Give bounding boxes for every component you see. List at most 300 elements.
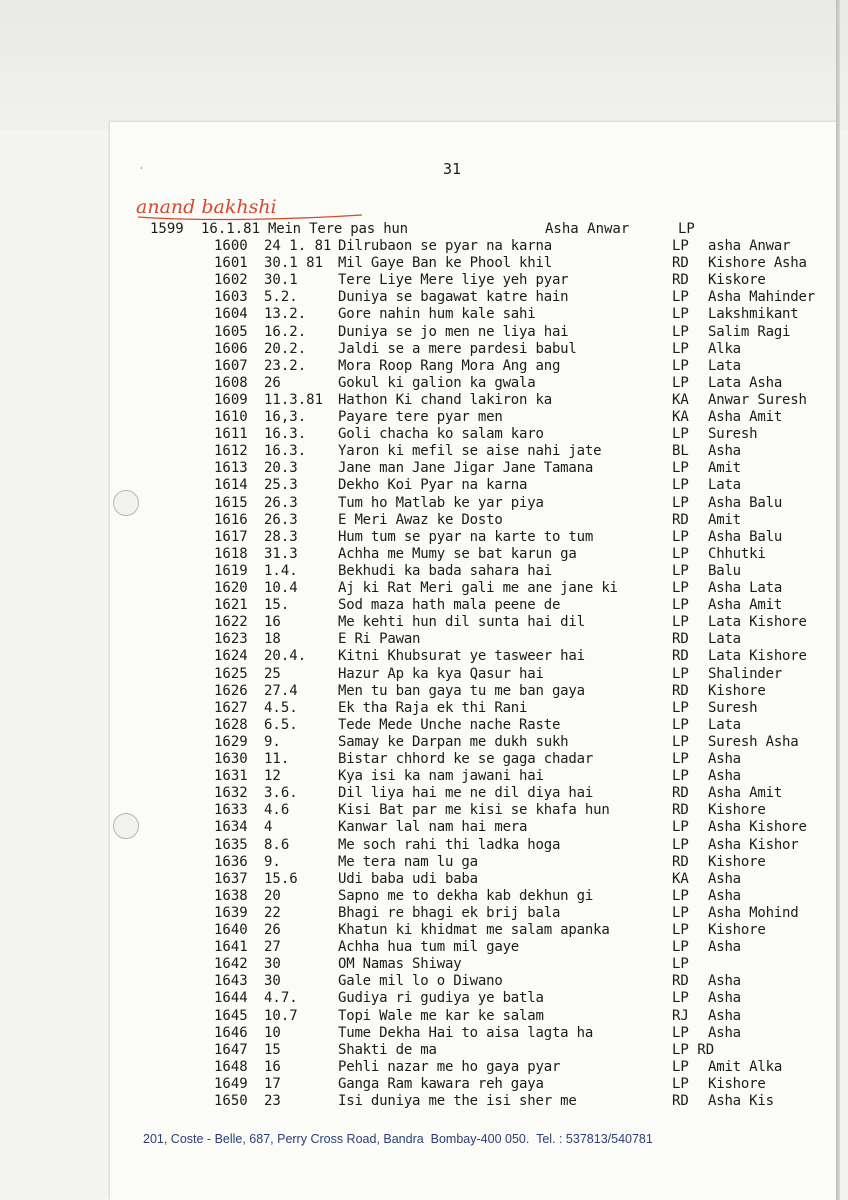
entry-number: 1632 <box>214 785 248 802</box>
entry-title: Tum ho Matlab ke yar piya <box>338 494 544 511</box>
ledger-row <box>0 1076 848 1093</box>
entry-title: Dekho Koi Pyar na karna <box>338 477 528 494</box>
entry-number: 1626 <box>214 682 248 699</box>
entry-label: LP <box>672 939 689 956</box>
entry-number: 1619 <box>214 562 248 579</box>
entry-date: 16.3. <box>264 443 307 460</box>
entry-label: LP <box>672 990 689 1007</box>
entry-number: 1602 <box>214 272 248 289</box>
entry-artist: Asha Kishor <box>708 836 799 853</box>
entry-date: 4 <box>264 819 273 836</box>
entry-label: LP <box>672 545 689 562</box>
entry-label: LP <box>672 306 689 323</box>
entry-artist: Asha <box>708 751 741 767</box>
ledger-row <box>0 495 848 512</box>
entry-date: 18 <box>264 631 281 648</box>
entry-number: 1621 <box>214 597 248 614</box>
entry-number: 1633 <box>214 802 248 819</box>
entry-artist: Asha Balu <box>708 494 783 511</box>
ledger-row <box>0 837 848 854</box>
entry-label: LP <box>672 1075 689 1092</box>
entry-title: Bistar chhord ke se gaga chadar <box>338 751 594 767</box>
entry-artist: Kishore <box>708 922 766 938</box>
entry-title: Yaron ki mefil se aise nahi jate <box>338 443 602 460</box>
ledger-row <box>0 956 848 973</box>
entry-date: 17 <box>264 1075 281 1092</box>
entry-date: 23.2. <box>264 357 307 374</box>
entry-number: 1640 <box>214 922 248 938</box>
entry-date: 27.4 <box>264 682 298 699</box>
entry-number: 1618 <box>214 545 248 562</box>
entry-artist: Asha Amit <box>708 409 783 425</box>
entry-number: 1625 <box>214 665 248 682</box>
entry-number: 1648 <box>214 1058 248 1075</box>
entry-number: 1622 <box>214 614 248 631</box>
ledger-row <box>0 751 848 768</box>
entry-label: RD <box>672 272 689 289</box>
ledger-row <box>0 324 848 341</box>
entry-number: 1641 <box>214 939 248 956</box>
entry-title: Kitni Khubsurat ye tasweer hai <box>338 648 585 665</box>
entry-number: 1650 <box>214 1093 248 1109</box>
entry-artist: Asha Mahinder <box>708 289 815 306</box>
entry-date: 26.3 <box>264 494 298 511</box>
ledger-row <box>0 819 848 836</box>
entry-title: Hum tum se pyar na karte to tum <box>338 528 594 545</box>
entry-title: Pehli nazar me ho gaya pyar <box>338 1058 561 1075</box>
ledger-row <box>0 580 848 597</box>
entry-label: LP <box>672 323 689 340</box>
entry-title: Tume Dekha Hai to aisa lagta ha <box>338 1024 594 1041</box>
entry-artist: Asha Amit <box>708 597 783 614</box>
ledger-row <box>0 546 848 563</box>
entry-label: LP RD <box>672 1041 715 1058</box>
entry-title: Mil Gaye Ban ke Phool khil <box>338 255 552 272</box>
entry-number: 1637 <box>214 870 248 887</box>
entry-artist: Asha Anwar <box>545 221 630 237</box>
ledger-row <box>0 477 848 494</box>
entry-label: RD <box>672 802 689 819</box>
entry-date: 3.6. <box>264 785 298 802</box>
entry-date: 15. <box>264 597 290 614</box>
entry-label: LP <box>672 819 689 836</box>
entry-artist: Asha <box>708 443 741 460</box>
ledger-row <box>0 922 848 939</box>
entry-number: 1620 <box>214 580 248 596</box>
footer-phone: Tel. : 537813/540781 <box>536 1132 653 1146</box>
entry-date: 31.3 <box>264 545 298 562</box>
entry-title: Mora Roop Rang Mora Ang ang <box>338 357 561 374</box>
entry-title: Shakti de ma <box>338 1041 437 1058</box>
entry-title: Gokul ki galion ka gwala <box>338 374 536 391</box>
entry-number: 1599 <box>150 221 184 237</box>
ledger-row <box>0 392 848 409</box>
entry-date: 23 <box>264 1093 281 1109</box>
entry-title: Tede Mede Unche nache Raste <box>338 716 561 733</box>
ledger-row <box>0 255 848 272</box>
entry-label: LP <box>672 887 689 904</box>
entry-title: Duniya se bagawat katre hain <box>338 289 569 306</box>
ledger-row <box>0 238 848 255</box>
entry-label: RD <box>672 785 689 802</box>
entry-artist: Asha Mohind <box>708 904 799 921</box>
entry-artist: Lata <box>708 357 741 374</box>
entry-number: 1624 <box>214 648 248 665</box>
entry-label: RD <box>672 648 689 665</box>
entry-title: Me tera nam lu ga <box>338 853 478 870</box>
entry-number: 1606 <box>214 340 248 357</box>
entry-label: RD <box>672 255 689 272</box>
entry-title: Kya isi ka nam jawani hai <box>338 768 544 785</box>
entry-artist: Asha Balu <box>708 528 783 545</box>
entry-label: LP <box>672 904 689 921</box>
entry-label: KA <box>672 870 689 887</box>
entry-artist: Anwar Suresh <box>708 391 807 408</box>
entry-label: LP <box>672 716 689 733</box>
ledger-row <box>0 512 848 529</box>
entry-title: Tere Liye Mere liye yeh pyar <box>338 272 569 289</box>
entry-artist: Chhutki <box>708 545 766 562</box>
entry-number: 1643 <box>214 973 248 990</box>
entry-label: LP <box>672 922 689 938</box>
entry-date: 20.4. <box>264 648 307 665</box>
entry-title: Dilrubaon se pyar na karna <box>338 238 552 254</box>
ledger-row <box>0 734 848 751</box>
entry-artist: Asha <box>708 939 741 956</box>
entry-number: 1630 <box>214 751 248 767</box>
entry-title: Payare tere pyar men <box>338 409 503 425</box>
ledger-row <box>0 666 848 683</box>
entry-title: Jaldi se a mere pardesi babul <box>338 340 577 357</box>
ledger-row <box>0 1059 848 1076</box>
entry-title: Khatun ki khidmat me salam apanka <box>338 922 610 938</box>
entry-title: Bekhudi ka bada sahara hai <box>338 562 552 579</box>
entry-label: LP <box>672 494 689 511</box>
entry-date: 30.1 <box>264 272 298 289</box>
entry-label: LP <box>672 733 689 750</box>
entry-artist: Shalinder <box>708 665 783 682</box>
entry-number: 1608 <box>214 374 248 391</box>
entry-artist: Kishore <box>708 853 766 870</box>
entry-label: RD <box>672 853 689 870</box>
entry-artist: Asha <box>708 990 741 1007</box>
entry-number: 1623 <box>214 631 248 648</box>
entry-artist: asha Anwar <box>708 238 791 254</box>
entry-date: 12 <box>264 768 281 785</box>
entry-date: 9. <box>264 733 281 750</box>
entry-artist: Lata Kishore <box>708 648 807 665</box>
entry-date: 20 <box>264 887 281 904</box>
entry-number: 1647 <box>214 1041 248 1058</box>
ledger-row <box>0 529 848 546</box>
entry-title: Ganga Ram kawara reh gaya <box>338 1075 544 1092</box>
ledger-row <box>0 1008 848 1025</box>
entry-date: 16 <box>264 1058 281 1075</box>
entry-date: 4.7. <box>264 990 298 1007</box>
entry-title: Isi duniya me the isi sher me <box>338 1093 577 1109</box>
entry-label: KA <box>672 391 689 408</box>
entry-title: Hazur Ap ka kya Qasur hai <box>338 665 544 682</box>
ledger-row <box>0 990 848 1007</box>
entry-label: RD <box>672 682 689 699</box>
ledger-row <box>0 563 848 580</box>
entry-title: Gale mil lo o Diwano <box>338 973 503 990</box>
entry-label: LP <box>672 1058 689 1075</box>
entry-title: Kisi Bat par me kisi se khafa hun <box>338 802 610 819</box>
entry-label: LP <box>672 699 689 716</box>
entry-label: LP <box>672 374 689 391</box>
entry-artist: Asha <box>708 887 741 904</box>
ledger-row <box>0 341 848 358</box>
entry-artist: Kiskore <box>708 272 766 289</box>
entry-date: 15 <box>264 1041 281 1058</box>
entry-label: LP <box>672 956 689 973</box>
entry-label: RD <box>672 511 689 528</box>
entry-artist: Salim Ragi <box>708 323 791 340</box>
ledger-row <box>0 460 848 477</box>
entry-title: Jane man Jane Jigar Jane Tamana <box>338 460 594 477</box>
entry-label: LP <box>672 836 689 853</box>
entry-number: 1629 <box>214 733 248 750</box>
entry-label: LP <box>672 238 689 254</box>
ledger-row <box>0 768 848 785</box>
ledger-row <box>0 939 848 956</box>
entry-title: Achha hua tum mil gaye <box>338 939 520 956</box>
entry-number: 1639 <box>214 904 248 921</box>
entry-label: BL <box>672 443 689 460</box>
entry-label: RD <box>672 1093 689 1109</box>
entry-label: LP <box>672 768 689 785</box>
ledger-row <box>0 409 848 426</box>
entry-date: 25.3 <box>264 477 298 494</box>
entry-date: 8.6 <box>264 836 290 853</box>
entry-artist: Lata Asha <box>708 374 783 391</box>
entry-date: 5.2. <box>264 289 298 306</box>
entry-date: 4.6 <box>264 802 290 819</box>
entry-date: 24 1. 81 <box>264 238 332 254</box>
entry-date: 30 <box>264 973 281 990</box>
ledger-row <box>0 871 848 888</box>
entry-title: Me kehti hun dil sunta hai dil <box>338 614 585 631</box>
page-number: 31 <box>443 160 462 178</box>
entry-number: 1616 <box>214 511 248 528</box>
entry-date: 26 <box>264 374 281 391</box>
ledger-row <box>0 888 848 905</box>
entry-artist: Lakshmikant <box>708 306 799 323</box>
entry-number: 1612 <box>214 443 248 460</box>
entry-artist: Kishore <box>708 682 766 699</box>
entry-date: 16 <box>264 614 281 631</box>
ledger-row <box>0 1025 848 1042</box>
ledger-row <box>0 272 848 289</box>
entry-label: LP <box>672 614 689 631</box>
entry-number: 1635 <box>214 836 248 853</box>
entry-artist: Lata Kishore <box>708 614 807 631</box>
entry-artist: Asha <box>708 870 741 887</box>
entry-date: 10 <box>264 1024 281 1041</box>
entry-title: Dil liya hai me ne dil diya hai <box>338 785 594 802</box>
entry-date: 13.2. <box>264 306 307 323</box>
entry-number: 1646 <box>214 1024 248 1041</box>
ledger-row <box>0 785 848 802</box>
entry-number: 1610 <box>214 409 248 425</box>
entry-label: LP <box>672 289 689 306</box>
ledger-row <box>0 854 848 871</box>
ledger-row <box>0 375 848 392</box>
entry-number: 1645 <box>214 1007 248 1024</box>
entry-number: 1614 <box>214 477 248 494</box>
entry-title: Duniya se jo men ne liya hai <box>338 323 569 340</box>
entry-date: 10.4 <box>264 580 298 596</box>
entry-artist: Asha <box>708 768 741 785</box>
entry-title: Kanwar lal nam hai mera <box>338 819 528 836</box>
entry-date: 16,3. <box>264 409 307 425</box>
entry-label: LP <box>672 562 689 579</box>
entry-title: Achha me Mumy se bat karun ga <box>338 545 577 562</box>
entry-number: 1634 <box>214 819 248 836</box>
entry-artist: Kishore <box>708 1075 766 1092</box>
ledger-row <box>0 717 848 734</box>
entry-date: 16.3. <box>264 426 307 443</box>
entry-artist: Asha <box>708 973 741 990</box>
entry-date: 27 <box>264 939 281 956</box>
entry-artist: Asha <box>708 1007 741 1024</box>
entry-title: OM Namas Shiway <box>338 956 462 973</box>
entry-number: 1628 <box>214 716 248 733</box>
entry-number: 1617 <box>214 528 248 545</box>
ledger-row <box>0 631 848 648</box>
entry-label: RJ <box>672 1007 689 1024</box>
entry-number: 1649 <box>214 1075 248 1092</box>
entry-artist: Alka <box>708 340 741 357</box>
entry-title: Men tu ban gaya tu me ban gaya <box>338 682 585 699</box>
ledger-row <box>0 597 848 614</box>
entry-date: 20.2. <box>264 340 307 357</box>
entry-date: 22 <box>264 904 281 921</box>
entry-title: Udi baba udi baba <box>338 870 478 887</box>
entry-number: 1611 <box>214 426 248 443</box>
entry-date: 25 <box>264 665 281 682</box>
entry-title: Gudiya ri gudiya ye batla <box>338 990 544 1007</box>
entry-date: 15.6 <box>264 870 298 887</box>
ledger-row <box>0 683 848 700</box>
entry-date: 6.5. <box>264 716 298 733</box>
entry-label: LP <box>672 597 689 614</box>
entry-number: 1636 <box>214 853 248 870</box>
ledger-row <box>0 289 848 306</box>
entry-number: 1631 <box>214 768 248 785</box>
entry-number: 1638 <box>214 887 248 904</box>
entry-number: 1604 <box>214 306 248 323</box>
entry-label: LP <box>672 477 689 494</box>
entry-number: 1627 <box>214 699 248 716</box>
entry-date: 30 <box>264 956 281 973</box>
entry-label: RD <box>672 631 689 648</box>
entry-date: 11. <box>264 751 290 767</box>
entry-date: 16.2. <box>264 323 307 340</box>
ledger-row <box>0 802 848 819</box>
entry-title: Goli chacha ko salam karo <box>338 426 544 443</box>
entry-label: LP <box>672 340 689 357</box>
entry-date: 9. <box>264 853 281 870</box>
entry-artist: Amit Alka <box>708 1058 783 1075</box>
entry-artist: Lata <box>708 477 741 494</box>
entry-title: Samay ke Darpan me dukh sukh <box>338 733 569 750</box>
entry-date: 26 <box>264 922 281 938</box>
entry-label: LP <box>672 528 689 545</box>
entry-date: 11.3.81 <box>264 391 324 408</box>
entry-artist: Kishore Asha <box>708 255 807 272</box>
entry-title: E Meri Awaz ke Dosto <box>338 511 503 528</box>
entry-title: Sod maza hath mala peene de <box>338 597 561 614</box>
entry-date: 1.4. <box>264 562 298 579</box>
ledger-row <box>0 700 848 717</box>
entry-date: 28.3 <box>264 528 298 545</box>
entry-number: 1603 <box>214 289 248 306</box>
margin-mark: ʻ <box>140 166 144 177</box>
entry-date: 10.7 <box>264 1007 298 1024</box>
entry-title: Aj ki Rat Meri gali me ane jane ki <box>338 580 618 596</box>
ledger-row <box>0 973 848 990</box>
entry-artist: Suresh <box>708 699 758 716</box>
ledger-row <box>0 614 848 631</box>
ledger-row <box>0 1093 848 1110</box>
entry-number: 1609 <box>214 391 248 408</box>
entry-artist: Suresh <box>708 426 758 443</box>
entry-number: 1613 <box>214 460 248 477</box>
entry-number: 1601 <box>214 255 248 272</box>
entry-number: 1644 <box>214 990 248 1007</box>
entry-artist: Asha Lata <box>708 580 783 596</box>
entry-label: LP <box>672 1024 689 1041</box>
entry-title: Ek tha Raja ek thi Rani <box>338 699 528 716</box>
entry-title: Mein Tere pas hun <box>268 221 408 237</box>
entry-title: Topi Wale me kar ke salam <box>338 1007 544 1024</box>
entry-date: 30.1 81 <box>264 255 324 272</box>
entry-artist: Asha Amit <box>708 785 783 802</box>
entry-date: 26.3 <box>264 511 298 528</box>
entry-number: 1600 <box>214 238 248 254</box>
ledger-row <box>0 1042 848 1059</box>
ledger-row <box>0 648 848 665</box>
entry-artist: Asha Kishore <box>708 819 807 836</box>
entry-label: LP <box>672 357 689 374</box>
ledger-row <box>0 426 848 443</box>
entry-number: 1615 <box>214 494 248 511</box>
header-entry-row <box>0 221 848 238</box>
entry-label: LP <box>672 426 689 443</box>
entry-title: Me soch rahi thi ladka hoga <box>338 836 561 853</box>
entry-date: 16.1.81 <box>201 221 261 237</box>
entry-date: 20.3 <box>264 460 298 477</box>
footer-address-line <box>143 1132 653 1146</box>
entry-artist: Suresh Asha <box>708 733 799 750</box>
entry-number: 1642 <box>214 956 248 973</box>
ledger-row <box>0 905 848 922</box>
signature-text: anand bakhshi <box>136 196 277 218</box>
entry-label: KA <box>672 409 689 425</box>
entry-artist: Asha <box>708 1024 741 1041</box>
entry-label: LP <box>672 665 689 682</box>
entry-artist: Lata <box>708 716 741 733</box>
entry-date: 4.5. <box>264 699 298 716</box>
entry-artist: Amit <box>708 511 741 528</box>
entry-number: 1607 <box>214 357 248 374</box>
entry-artist: Asha Kis <box>708 1093 774 1109</box>
entry-title: Sapno me to dekha kab dekhun gi <box>338 887 594 904</box>
entry-label: LP <box>678 221 695 237</box>
entry-label: LP <box>672 751 689 767</box>
